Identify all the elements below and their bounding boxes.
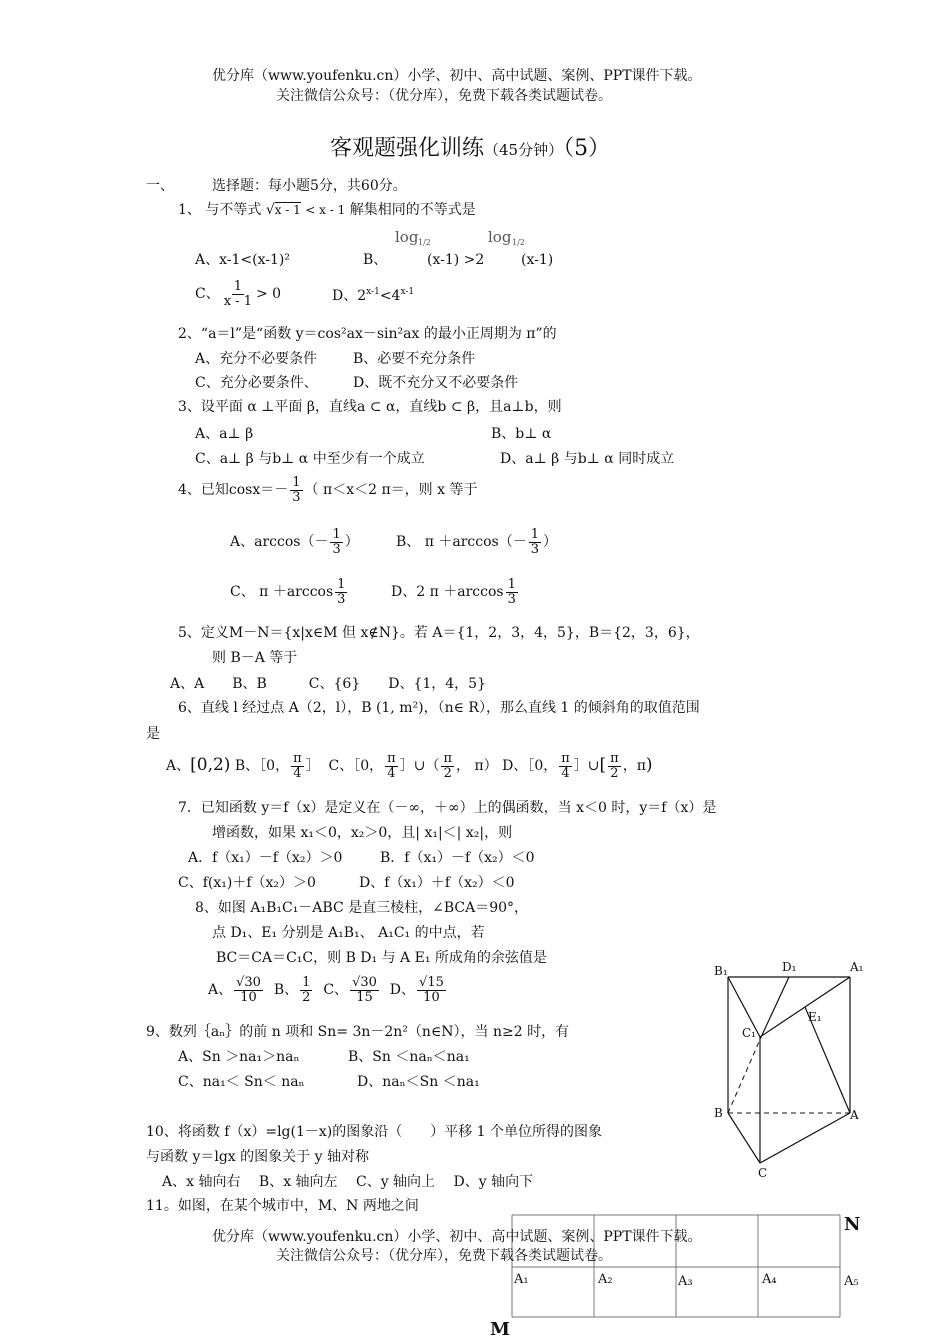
q6-d-mid: ］∪ <box>573 758 600 775</box>
q7-option-d: D、f（x₁）＋f（x₂）＜0 <box>359 875 515 891</box>
q8-stem-3: BC＝CA＝C₁C，则 B D₁ 与 A E₁ 所成角的余弦值是 <box>216 950 547 966</box>
q8-options <box>208 976 448 1004</box>
q3-option-a: A、a⊥ β <box>195 426 254 442</box>
q1-b-log-1: log <box>395 228 419 246</box>
q1-b-log-2: log <box>488 228 512 246</box>
q4-option-c <box>230 578 349 606</box>
label-a: A <box>850 1108 859 1122</box>
section-number: 一、 <box>146 178 174 194</box>
q6-b-end: ］ <box>305 758 320 775</box>
q4-b-pre: B、 π ＋arccos（－ <box>396 534 527 551</box>
q2-option-a: A、充分不必要条件 <box>195 351 318 367</box>
q6-d-fraction-2: $\frac{\pi}{2}$ <box>610 751 619 781</box>
label-e1: E₁ <box>808 1010 822 1024</box>
q4-b-fraction: $\frac{1}{3}$ <box>530 527 540 557</box>
q2-option-b: B、必要不充分条件 <box>353 351 476 367</box>
label-a-1: A₁ <box>514 1272 529 1287</box>
q4-den: 3 <box>292 489 301 505</box>
label-a-2: A₂ <box>598 1272 613 1287</box>
q4-b-post: ） <box>543 534 558 551</box>
q4-option-a <box>230 528 359 556</box>
q4-num: 1 <box>292 475 301 490</box>
q10-stem-2: 与函数 y＝lgx 的图象关于 y 轴对称 <box>146 1149 369 1165</box>
q9-option-d: D、naₙ＜Sn ＜na₁ <box>357 1074 480 1090</box>
q1-radicand: x - 1 <box>274 203 301 217</box>
q1-option-a: A、x-1<(x-1)² <box>195 252 290 268</box>
q6-c-label: C、［0， <box>328 758 384 775</box>
q4-option-d <box>391 578 520 606</box>
title-main: 客观题强化训练 <box>330 136 485 161</box>
q4-a-pre: A、arccos（－ <box>230 534 329 551</box>
q1-stem <box>178 202 476 219</box>
q2-stem: 2、“a＝l”是“函数 y＝cos²ax－sin²ax 的最小正周期为 π”的 <box>178 326 557 342</box>
q6-a-label: A、 <box>166 758 191 775</box>
q8-d-label: D、 <box>389 982 416 999</box>
label-a-5: A₅ <box>844 1274 859 1289</box>
q1-c-den: x - 1 <box>223 293 252 309</box>
q6-b-fraction: $\frac{\pi}{4}$ <box>293 751 302 781</box>
q1-option-d <box>332 287 414 305</box>
q7-stem-2: 增函数，如果 x₁＜0，x₂＞0，且| x₁|＜| x₂|，则 <box>212 825 513 841</box>
q7-stem: 7．已知函数 y＝f（x）是定义在（－∞，＋∞）上的偶函数，当 x＜0 时，y＝f（x）是 <box>178 800 717 816</box>
q1-d-label: D、2 <box>332 288 367 304</box>
segment-b-d1-hidden <box>728 1035 762 1113</box>
q4-c-pre: C、 π ＋arccos <box>230 584 334 601</box>
title-number: （5） <box>563 136 611 161</box>
q1-d-mid: <4 <box>379 288 401 304</box>
q4-a-post: ） <box>344 534 359 551</box>
q6-a-value: [0,2) <box>190 755 231 776</box>
label-a-4: A₄ <box>762 1272 777 1287</box>
label-c1: C₁ <box>742 1026 756 1040</box>
q11-stem: 11。如图，在某个城市中，M、N 两地之间 <box>146 1198 419 1214</box>
q1-b-base-2: 1/2 <box>512 238 525 247</box>
q6-c-fraction-1: $\frac{\pi}{4}$ <box>387 751 396 781</box>
q1-c-num: 1 <box>233 279 242 294</box>
q1-d-exp1: x-1 <box>366 287 380 297</box>
edge-a-c <box>760 1113 850 1163</box>
q9-option-a: A、Sn ＞na₁＞naₙ <box>178 1049 300 1065</box>
q3-stem: 3、设平面 α ⊥平面 β，直线a ⊂ α，直线b ⊂ β，且a⊥b，则 <box>178 399 562 415</box>
label-b1: B₁ <box>714 964 728 978</box>
label-c: C <box>758 1166 768 1180</box>
q5-stem-2: 则 B－A 等于 <box>212 650 298 666</box>
q1-option-b-label: B、 <box>363 252 388 268</box>
footer-line-1: 优分库（www.youfenku.cn）小学、初中、高中试题、案例、PPT课件下载。 <box>212 1229 702 1245</box>
q3-option-d: D、a⊥ β 与b⊥ α 同时成立 <box>500 451 675 467</box>
q7-option-a: A．f（x₁）－f（x₂）＞0 <box>188 850 343 866</box>
q8-b-fraction: $\frac{1}{2}$ <box>302 975 311 1005</box>
q9-option-b: B、Sn ＜naₙ＜na₁ <box>348 1049 470 1065</box>
q8-stem-2: 点 D₁、E₁ 分别是 A₁B₁、 A₁C₁ 的中点，若 <box>212 925 485 941</box>
q4-d-fraction: $\frac{1}{3}$ <box>507 577 516 607</box>
label-a1: A₁ <box>850 960 864 974</box>
q4-a-fraction: $\frac{1}{3}$ <box>332 527 341 557</box>
q5-options: A、A B、B C、{6} D、{1，4，5} <box>170 676 486 692</box>
header-line-2: 关注微信公众号：（优分库），免费下载各类试题试卷。 <box>276 88 612 104</box>
q7-option-c: C、f(x₁)＋f（x₂）＞0 <box>178 875 316 891</box>
q3-option-c: C、a⊥ β 与b⊥ α 中至少有一个成立 <box>195 451 425 467</box>
label-d1: D₁ <box>782 960 797 974</box>
q8-b-label: B、 <box>273 982 299 999</box>
q4-stem-pre: 4、已知cosx＝－ <box>178 482 289 499</box>
q1-c-fraction <box>222 280 254 308</box>
q1-stem-mid: < x - 1 <box>305 203 346 217</box>
footer-line-2: 关注微信公众号：（优分库），免费下载各类试题试卷。 <box>276 1248 612 1264</box>
q9-stem: 9、数列｛aₙ｝的前 n 项和 Sn= 3n－2n²（n∈N），当 n≥2 时，有 <box>146 1024 570 1040</box>
q4-d-pre: D、2 π ＋arccos <box>391 584 504 601</box>
q8-a-label: A、 <box>208 982 233 999</box>
q2-option-d: D、既不充分又不必要条件 <box>353 375 519 391</box>
q10-stem: 10、将函数 f（x）=lg(1－x)的图象沿（ ）平移 1 个单位所得的图象 <box>146 1124 603 1140</box>
section-heading: 选择题：每小题5分，共60分。 <box>212 178 407 194</box>
q9-option-c: C、na₁＜ Sn＜ naₙ <box>178 1074 305 1090</box>
q4-stem <box>178 476 477 504</box>
prism-figure <box>700 955 880 1185</box>
q4-option-b <box>396 528 557 556</box>
edge-b-c <box>728 1113 760 1163</box>
q8-a-fraction: $\frac{√30}{10}$ <box>236 975 261 1005</box>
q3-option-b: B、b⊥ α <box>491 426 552 442</box>
q8-stem: 8、如图 A₁B₁C₁－ABC 是直三棱柱，∠BCA＝90°， <box>195 900 529 916</box>
q6-d-end: ，π <box>622 758 646 775</box>
q1-c-rest: > 0 <box>255 286 282 303</box>
q1-option-c <box>195 280 281 308</box>
q8-d-fraction: $\frac{√15}{10}$ <box>419 975 444 1005</box>
q8-c-label: C、 <box>323 982 349 999</box>
grid-figure <box>480 1205 880 1344</box>
label-n: N <box>844 1214 861 1235</box>
q1-option-b-mid: (x-1) >2 <box>427 252 485 268</box>
q1-stem-pre: 1、 与不等式 <box>178 202 262 218</box>
q1-option-b-end: (x-1) <box>521 252 554 268</box>
page-title <box>330 136 610 162</box>
q5-stem: 5、定义M－N＝{x|x∈M 但 x∉N}。若 A＝{1，2，3，4，5}，B＝{2，3，6}， <box>178 625 700 641</box>
q6-c-fraction-2: $\frac{\pi}{2}$ <box>443 751 452 781</box>
sqrt-icon: √ <box>265 202 275 218</box>
q1-b-base-1: 1/2 <box>418 238 431 247</box>
q6-d-label: D、［0， <box>502 758 558 775</box>
q6-stem-2: 是 <box>146 726 160 742</box>
q10-options: A、x 轴向右 B、x 轴向左 C、y 轴向上 D、y 轴向下 <box>162 1174 534 1190</box>
title-time: （45分钟） <box>484 141 564 159</box>
label-a-3: A₃ <box>678 1274 693 1289</box>
q6-stem: 6、直线 l 经过点 A（2，l），B (1, m²)，（n∈ R），那么直线 1 的倾斜角的取值范围 <box>178 700 700 716</box>
label-m: M <box>490 1319 510 1340</box>
q6-options: A、[0,2) B、［0， $\frac{\pi}{4}$ ］ C、［0， $\frac{\pi}{4}$ ］∪（ $\frac{\pi}{2}$ ， π） D、［0， $\frac{\pi}{4}$ ］∪[ $\frac{\pi}{2}$ ，π) <box>166 751 653 781</box>
q6-b-label: B、［0， <box>234 758 290 775</box>
q1-d-exp2: x-1 <box>400 287 415 297</box>
q4-stem-post: （ π＜x＜2 π＝，则 x 等于 <box>304 482 478 499</box>
q4-fraction <box>290 476 302 504</box>
q6-c-end: ， π） <box>456 758 498 775</box>
q2-option-c: C、充分必要条件、 <box>195 375 318 391</box>
q1-stem-post: 解集相同的不等式是 <box>349 202 476 218</box>
q8-c-fraction: $\frac{√30}{15}$ <box>352 975 377 1005</box>
q6-d-fraction-1: $\frac{\pi}{4}$ <box>561 751 570 781</box>
q6-c-mid: ］∪（ <box>399 758 440 775</box>
q1-c-label: C、 <box>195 286 220 303</box>
label-b: B <box>714 1106 723 1120</box>
q7-option-b: B．f（x₁）－f（x₂）＜0 <box>380 850 535 866</box>
header-line-1: 优分库（www.youfenku.cn）小学、初中、高中试题、案例、PPT课件下载。 <box>212 68 702 84</box>
q4-c-fraction: $\frac{1}{3}$ <box>337 577 346 607</box>
